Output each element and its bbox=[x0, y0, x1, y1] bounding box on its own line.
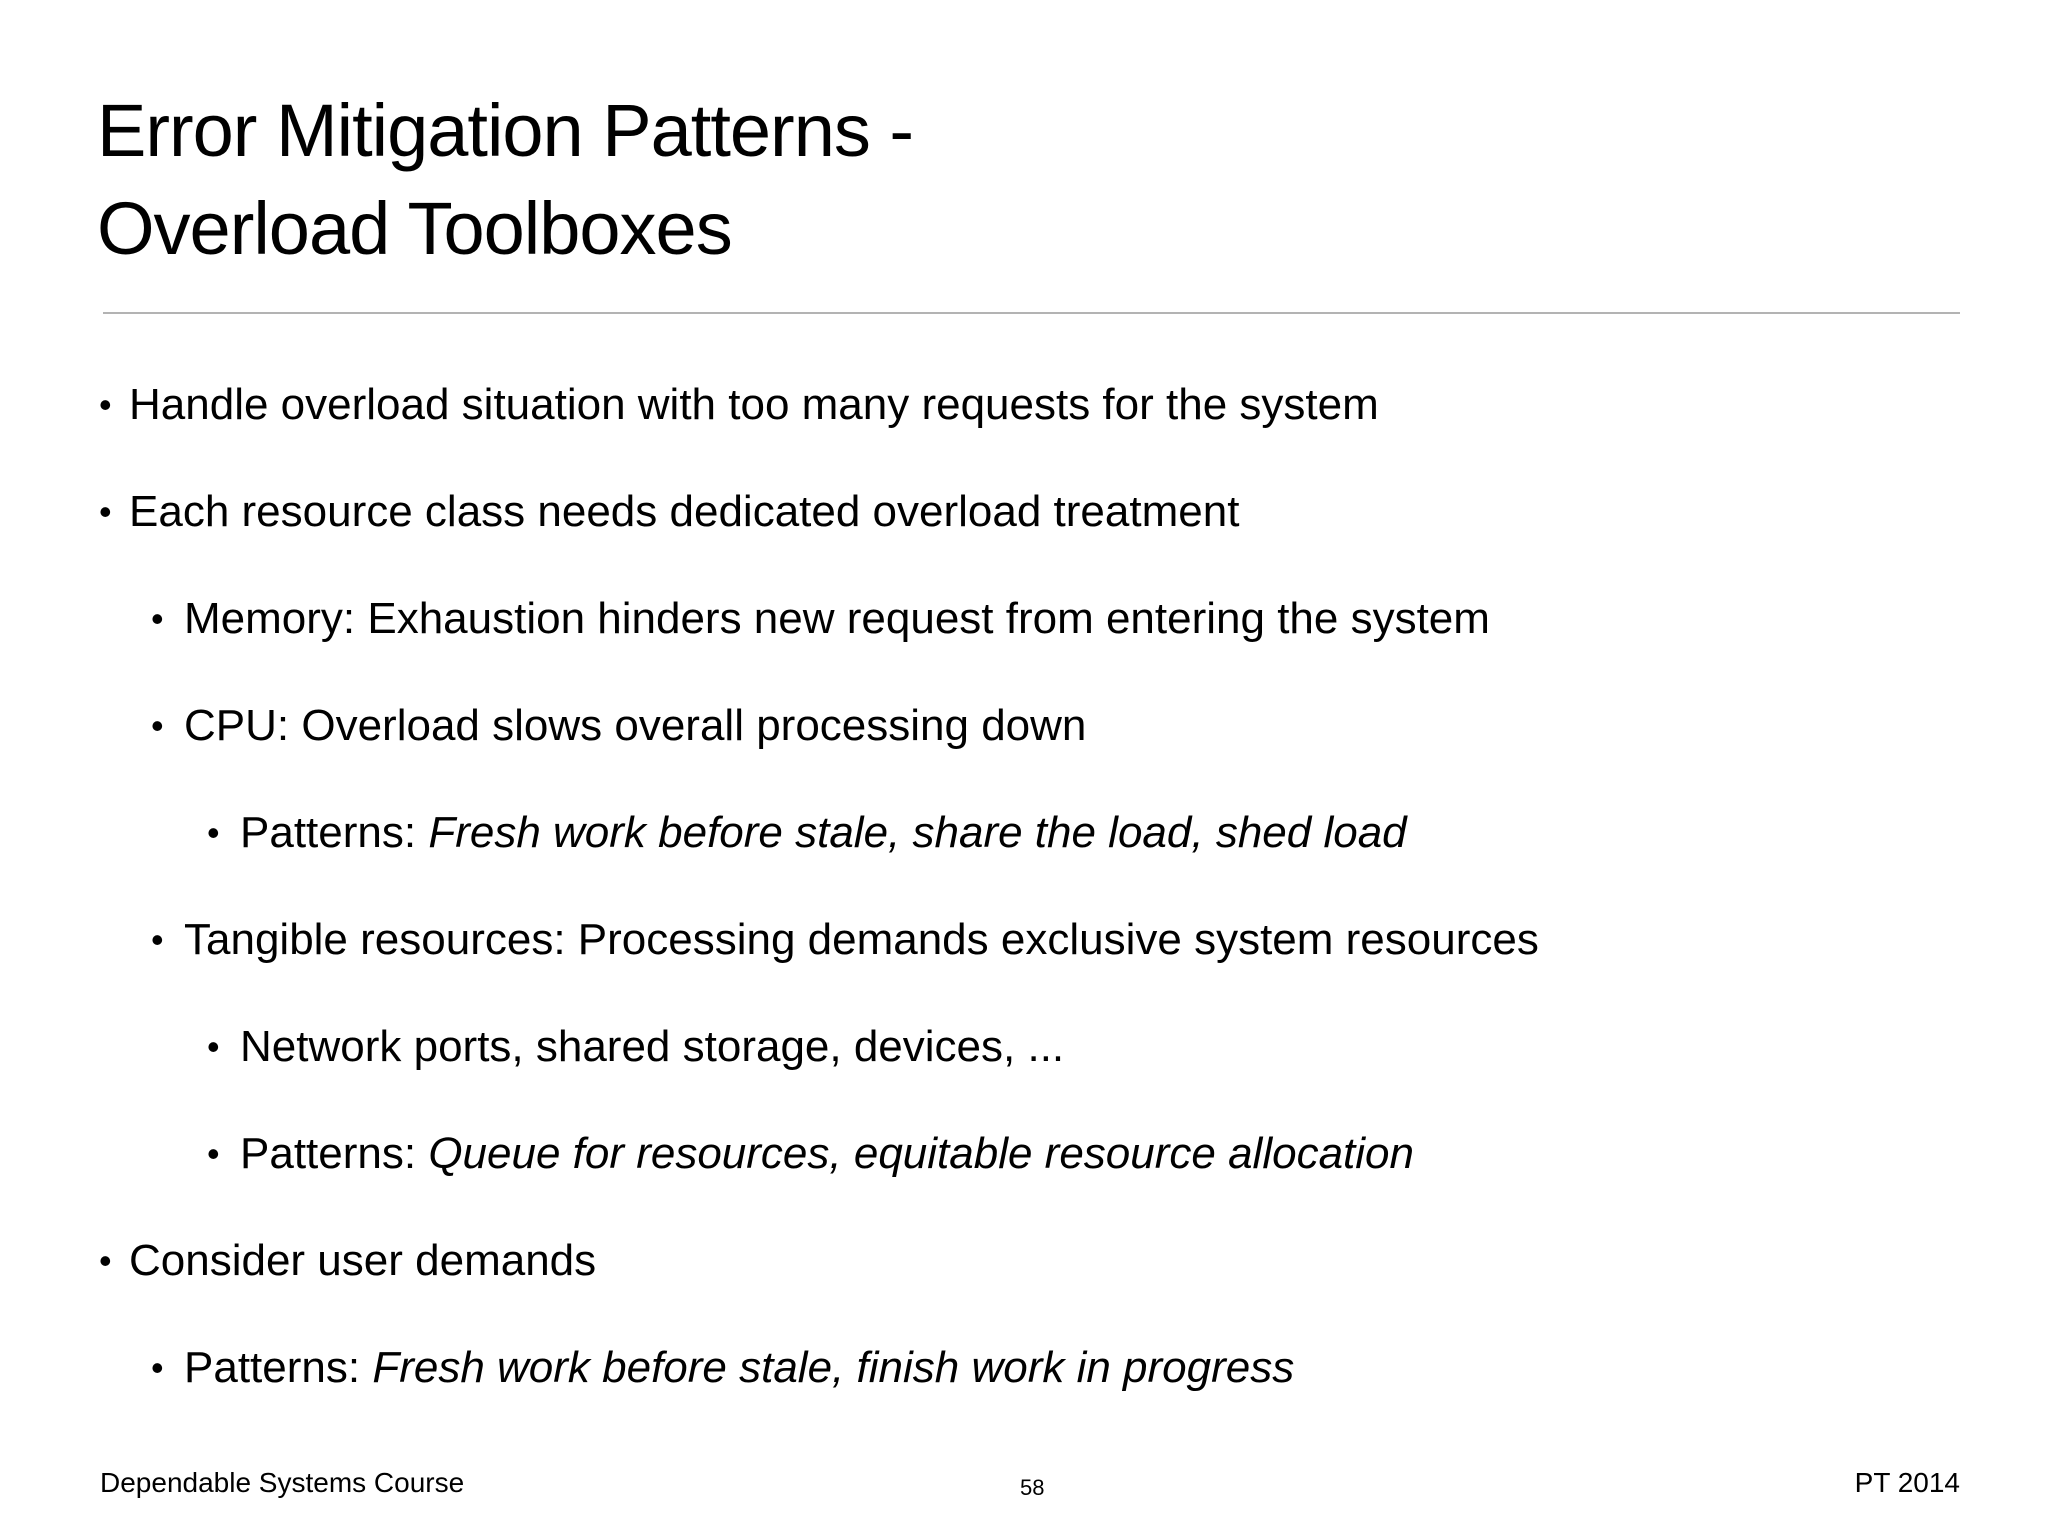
bullet-dot-icon: • bbox=[207, 812, 220, 853]
bullet-item-3 bbox=[151, 593, 1490, 645]
bullet-text: Each resource class needs dedicated overload treatment bbox=[129, 487, 1240, 536]
bullet-item-6 bbox=[151, 914, 1539, 966]
bullet-italic-text: Fresh work before stale, share the load, shed load bbox=[428, 808, 1407, 857]
bullet-dot-icon: • bbox=[99, 384, 112, 425]
bullet-text: Tangible resources: Processing demands exclusive system resources bbox=[184, 915, 1539, 964]
footer-author-year: PT 2014 bbox=[1854, 1467, 1960, 1498]
bullet-prefix: Patterns: bbox=[240, 808, 429, 857]
bullet-dot-icon: • bbox=[207, 1026, 220, 1067]
bullet-item-2 bbox=[99, 486, 1240, 538]
bullet-text: Consider user demands bbox=[129, 1236, 597, 1285]
bullet-item-8 bbox=[207, 1128, 1414, 1180]
bullet-dot-icon: • bbox=[151, 598, 164, 639]
bullet-dot-icon: • bbox=[151, 705, 164, 746]
bullet-text: Memory: Exhaustion hinders new request from entering the system bbox=[184, 594, 1490, 643]
bullet-prefix: Patterns: bbox=[184, 1343, 373, 1392]
footer-page-number: 58 bbox=[1020, 1475, 1045, 1500]
bullet-text: Handle overload situation with too many requests for the system bbox=[129, 380, 1379, 429]
bullet-italic-text: Queue for resources, equitable resource allocation bbox=[428, 1129, 1414, 1178]
bullet-dot-icon: • bbox=[151, 1347, 164, 1388]
bullet-italic-text: Fresh work before stale, finish work in progress bbox=[372, 1343, 1295, 1392]
bullet-text: Network ports, shared storage, devices, ... bbox=[240, 1022, 1065, 1071]
bullet-item-5 bbox=[207, 807, 1407, 859]
title-divider bbox=[103, 312, 1960, 314]
bullet-text: CPU: Overload slows overall processing down bbox=[184, 701, 1087, 750]
bullet-dot-icon: • bbox=[207, 1133, 220, 1174]
bullet-item-10 bbox=[151, 1342, 1295, 1394]
bullet-item-9 bbox=[99, 1235, 597, 1287]
bullet-dot-icon: • bbox=[99, 1240, 112, 1281]
slide-title-line-2: Overload Toolboxes bbox=[97, 187, 732, 270]
slide-title bbox=[97, 82, 913, 278]
slide-title-line-1: Error Mitigation Patterns - bbox=[97, 89, 914, 172]
footer-course-name: Dependable Systems Course bbox=[100, 1467, 465, 1498]
bullet-item-4 bbox=[151, 700, 1087, 752]
bullet-prefix: Patterns: bbox=[240, 1129, 429, 1178]
bullet-item-7 bbox=[207, 1021, 1065, 1073]
bullet-dot-icon: • bbox=[99, 491, 112, 532]
bullet-dot-icon: • bbox=[151, 919, 164, 960]
bullet-item-1 bbox=[99, 379, 1379, 431]
